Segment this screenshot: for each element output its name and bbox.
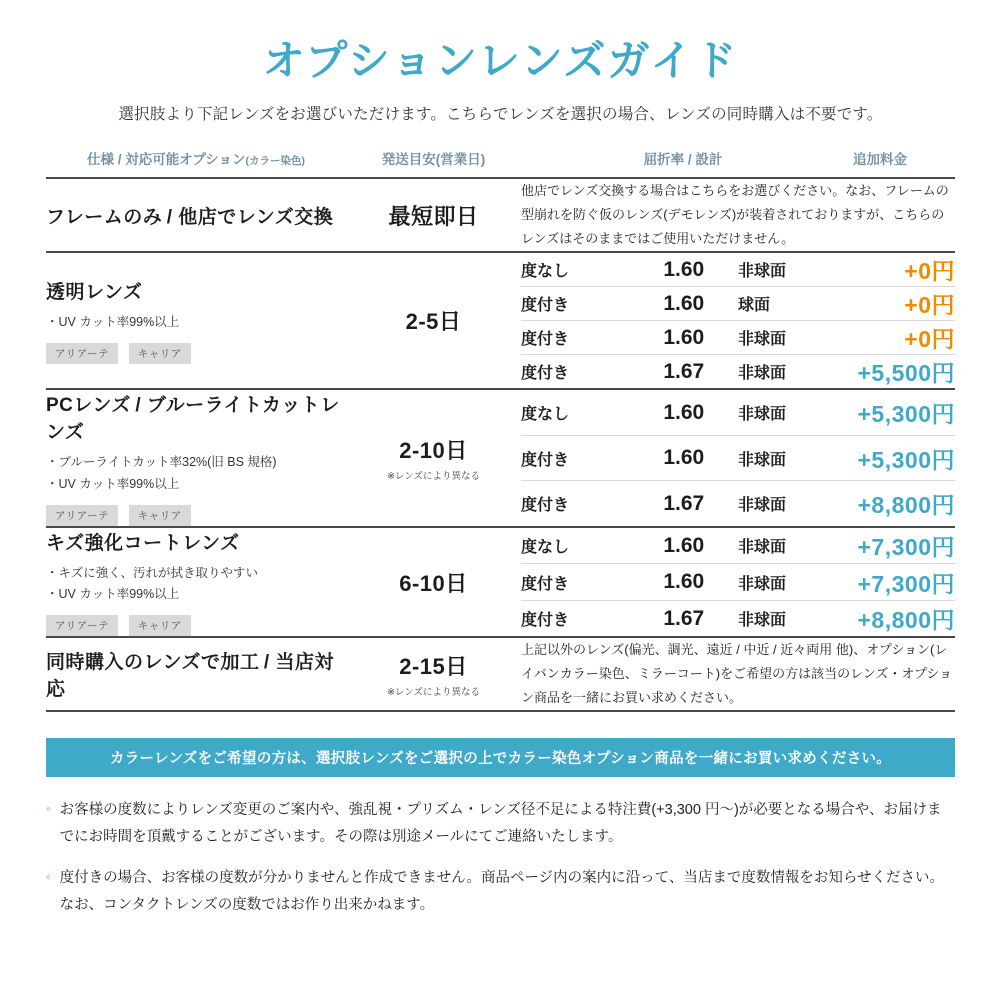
price-cell: +5,500円 [847,355,956,390]
degree-cell: 度付き [521,287,630,321]
row-subtitle: / 他店でレンズ交換 [166,206,334,228]
shipping-value: 最短即日 [388,203,479,229]
index-cell: 1.60 [630,389,739,435]
shipping-unit: 日 [445,438,468,464]
row-spec-cell [46,637,346,711]
tag-badge: キャリア [129,615,191,636]
column-header-spec-note: (カラー染色) [245,155,306,168]
row-bullet: ・UV カット率99%以上 [46,315,180,330]
degree-cell: 度なし [521,389,630,435]
index-cell: 1.60 [630,564,739,600]
index-cell: 1.60 [630,287,739,321]
tag-badge: アリアーテ [46,505,118,526]
row-title: 同時購入のレンズで加工 [46,652,260,674]
row-shipping-cell [346,389,521,527]
row-title: フレームのみ [46,206,163,228]
degree-cell: 度付き [521,600,630,637]
price-cell: +0円 [847,287,956,321]
row-bullet: ・UV カット率99%以上 [46,587,180,602]
row-title: 透明レンズ [46,282,143,304]
table-row [46,637,955,711]
row-shipping-cell [346,637,521,711]
table-row [46,389,955,435]
row-title: PCレンズ [46,395,131,417]
list-item [46,797,955,851]
index-cell: 1.60 [630,252,739,287]
design-cell: 非球面 [738,321,847,355]
row-shipping-cell [346,178,521,252]
row-bullet: ・UV カット率99%以上 [46,476,180,491]
shipping-value: 6-10 [399,570,446,596]
circle-bullet-icon: ◦ [46,801,51,817]
tag-badge: キャリア [129,505,191,526]
row-shipping-cell [346,252,521,389]
column-header-shipping: 発送目安(営業日) [381,152,486,168]
row-shipping-cell [346,527,521,638]
price-cell: +8,800円 [847,600,956,637]
degree-cell: 度付き [521,564,630,600]
row-note: 上記以外のレンズ(偏光、調光、遠近 / 中近 / 近々両用 他)、オプション(レイバンカラー染色、ミラーコート)をご希望の方は該当のレンズ・オプション商品を一緒にお買い求めください。 [521,637,955,711]
design-cell: 非球面 [738,481,847,527]
row-tags [46,505,346,526]
shipping-value: 2-5 [405,309,439,335]
circle-bullet-icon: ◦ [46,869,51,885]
price-cell: +8,800円 [847,481,956,527]
row-bullet: ・キズに強く、汚れが拭き取りやすい [46,565,259,580]
tag-badge: アリアーテ [46,615,118,636]
row-spec-cell [46,527,346,638]
shipping-unit: 日 [445,570,468,596]
index-cell: 1.67 [630,355,739,390]
page-subtitle: 選択肢より下記レンズをお選びいただけます。こちらでレンズを選択の場合、レンズの同時購入は不要です。 [118,106,883,124]
page-title: オプションレンズガイド [262,37,739,84]
shipping-note: ※レンズにより異なる [387,471,480,483]
design-cell: 非球面 [738,600,847,637]
shipping-value: 2-15 [399,654,446,680]
row-tags [46,615,346,636]
column-headers [46,148,955,177]
design-cell: 非球面 [738,435,847,480]
degree-cell: 度付き [521,435,630,480]
row-subtitle: / ブルーライトカットレンズ [46,395,340,444]
table-row [46,252,955,287]
column-header-index: 屈折率 / 設計 [643,152,723,168]
design-cell: 非球面 [738,355,847,390]
price-cell: +7,300円 [847,527,956,564]
row-bullet: ・ブルーライトカット率32%(旧 BS 規格) [46,455,277,470]
table-bottom-rule [46,711,955,712]
index-cell: 1.60 [630,321,739,355]
shipping-unit: 日 [445,654,468,680]
price-cell: +0円 [847,321,956,355]
row-note: 他店でレンズ交換する場合はこちらをお選びください。なお、フレームの型崩れを防ぐ仮のレンズ(デモレンズ)が装着されておりますが、こちらのレンズはそのままではご使用いただけません。 [521,178,955,252]
degree-cell: 度付き [521,321,630,355]
table-row [46,178,955,252]
tag-badge: アリアーテ [46,343,118,364]
footnote-text: お客様の度数によりレンズ変更のご案内や、強乱視・プリズム・レンズ径不足による特注費(+3,300 円〜)が必要となる場合や、お届けまでにお時間を頂戴することがございます。その際は別途メールにてご連絡いたします。 [59,802,942,846]
index-cell: 1.67 [630,481,739,527]
design-cell: 非球面 [738,389,847,435]
list-item [46,865,955,919]
shipping-value: 2-10 [399,438,446,464]
row-title: キズ強化コートレンズ [46,532,240,554]
shipping-note: ※レンズにより異なる [387,687,480,699]
index-cell: 1.60 [630,435,739,480]
row-tags [46,343,346,364]
footnote-text: 度付きの場合、お客様の度数が分かりませんと作成できません。商品ページ内の案内に沿って、当店まで度数情報をお知らせください。なお、コンタクトレンズの度数ではお作り出来かねます。 [59,870,944,913]
price-cell: +7,300円 [847,564,956,600]
color-lens-banner: カラーレンズをご希望の方は、選択肢レンズをご選択の上でカラー染色オプション商品を一緒にお買い求めください。 [46,738,955,777]
index-cell: 1.60 [630,527,739,564]
index-cell: 1.67 [630,600,739,637]
degree-cell: 度付き [521,481,630,527]
design-cell: 非球面 [738,252,847,287]
column-header-price: 追加料金 [853,152,907,168]
degree-cell: 度付き [521,355,630,390]
footnotes [46,797,955,918]
price-cell: +5,300円 [847,389,956,435]
degree-cell: 度なし [521,252,630,287]
column-header-spec: 仕様 / 対応可能オプション(カラー染色) [86,152,306,168]
price-cell: +5,300円 [847,435,956,480]
row-spec-cell [46,178,346,252]
tag-badge: キャリア [129,343,191,364]
shipping-unit: 日 [438,309,462,335]
row-spec-cell [46,252,346,389]
design-cell: 球面 [738,287,847,321]
design-cell: 非球面 [738,527,847,564]
row-subtitle: / 当店対応 [46,652,334,701]
row-spec-cell [46,389,346,527]
design-cell: 非球面 [738,564,847,600]
table-row [46,527,955,564]
degree-cell: 度なし [521,527,630,564]
lens-option-table [46,177,955,712]
price-cell: +0円 [847,252,956,287]
